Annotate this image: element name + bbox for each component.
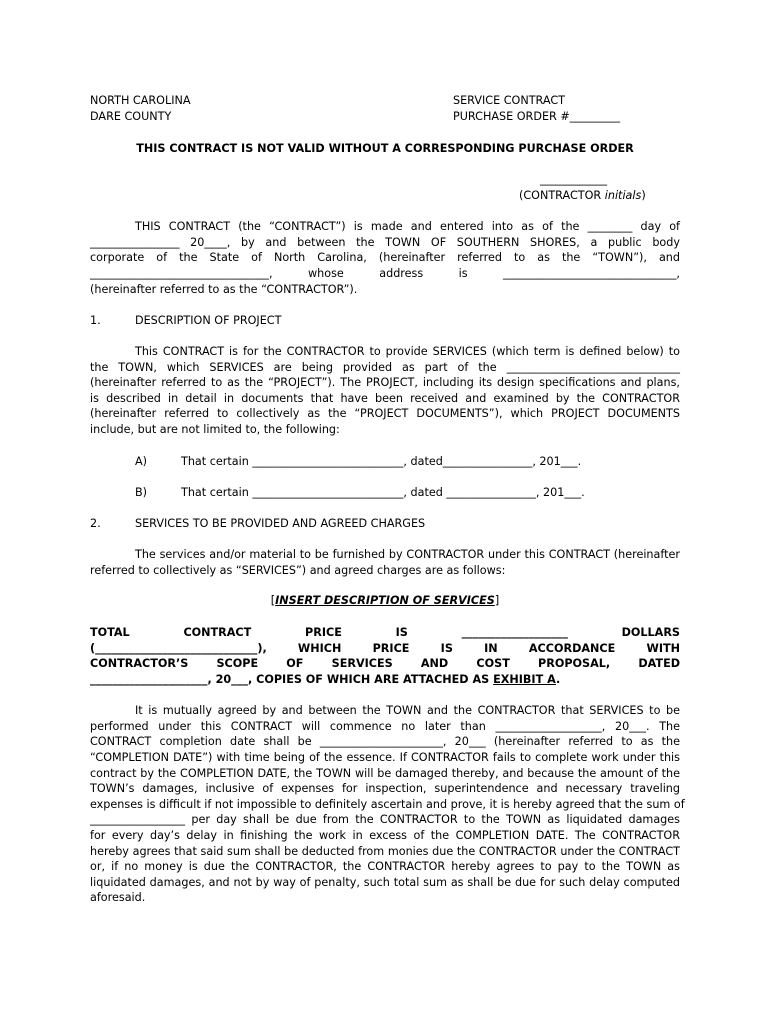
damages-line: or, if no money is due the CONTRACTOR, the CONTRACTOR hereby agrees to pay to the TOWN as <box>90 860 680 873</box>
validity-notice: THIS CONTRACT IS NOT VALID WITHOUT A CORRESPONDING PURCHASE ORDER <box>136 142 634 155</box>
initials-label <box>519 188 646 204</box>
insert-services-placeholder <box>90 593 680 609</box>
damages-line: contract by the COMPLETION DATE, the TOWN will be damaged thereby, and because the amount of the <box>90 767 680 780</box>
section-2-line: The services and/or material to be furnished by CONTRACTOR under this CONTRACT (hereinafter <box>135 548 680 561</box>
initials-label-italic: initials <box>604 189 642 202</box>
section-1-number: 1. <box>90 314 101 327</box>
damages-line: hereby agrees that said sum shall be deducted from monies due the CONTRACTOR under the CONTRACT <box>90 845 680 858</box>
damages-line: _________________ per day shall be due from the CONTRACTOR to the TOWN as liquidated damages <box>90 813 680 826</box>
damages-line: for every day’s delay in finishing the work in excess of the COMPLETION DATE. The CONTRACTOR <box>90 829 680 842</box>
document-item-letter: A) <box>135 455 148 468</box>
section-1-line: is described in detail in documents that have been received and examined by the CONTRACTOR <box>90 392 680 405</box>
intro-line: THIS CONTRACT (the “CONTRACT”) is made and entered into as of the ________ day of <box>135 220 680 233</box>
section-1-line: include, but are not limited to, the following: <box>90 423 340 436</box>
section-1-line: (hereinafter referred to as the “PROJECT”). The PROJECT, including its design specifications and plans, <box>90 376 680 389</box>
damages-line: It is mutually agreed by and between the TOWN and the CONTRACTOR that SERVICES to be <box>135 704 680 717</box>
damages-line: expenses is difficult if not impossible to definitely ascertain and prove, it is hereby agreed that the sum of <box>90 798 685 811</box>
price-last-prefix: _____________________, 20___, COPIES OF WHICH ARE ATTACHED AS <box>90 673 494 686</box>
section-1-line: This CONTRACT is for the CONTRACTOR to provide SERVICES (which term is defined below) to <box>135 345 680 358</box>
header-state: NORTH CAROLINA <box>90 94 191 107</box>
section-1-line: (hereinafter referred to collectively as the “PROJECT DOCUMENTS”), which PROJECT DOCUMENTS <box>90 407 680 420</box>
damages-line: liquidated damages, and not by way of penalty, such total sum as shall be due for such delay computed <box>90 876 680 889</box>
initials-label-suffix: ) <box>641 189 646 202</box>
initials-label-prefix: (CONTRACTOR <box>519 189 605 202</box>
insert-close-bracket: ] <box>494 594 500 607</box>
damages-line: aforesaid. <box>90 891 146 904</box>
price-last-suffix: . <box>555 673 561 686</box>
damages-line: “COMPLETION DATE”) with time being of the essence. If CONTRACTOR fails to complete work under this <box>90 751 680 764</box>
header-contract-type: SERVICE CONTRACT <box>453 94 565 107</box>
damages-line: CONTRACT completion date shall be ______________________, 20___ (hereinafter referred to as the <box>90 735 680 748</box>
insert-services-text: INSERT DESCRIPTION OF SERVICES <box>275 594 495 607</box>
section-2-number: 2. <box>90 517 101 530</box>
header-purchase-order: PURCHASE ORDER #_________ <box>453 110 621 123</box>
contract-price-line: CONTRACTOR’S SCOPE OF SERVICES AND COST PROPOSAL, DATED <box>90 657 680 670</box>
insert-open-bracket: [ <box>270 594 276 607</box>
contract-price-line: TOTAL CONTRACT PRICE IS ___________________ DOLLARS <box>90 626 680 639</box>
intro-line: corporate of the State of North Carolina, (hereinafter referred to as the “TOWN”), and <box>90 251 680 264</box>
section-2-title: SERVICES TO BE PROVIDED AND AGREED CHARGES <box>135 517 426 530</box>
intro-line: ________________ 20____, by and between the TOWN OF SOUTHERN SHORES, a public body <box>90 236 680 249</box>
damages-line: TOWN’s damages, inclusive of expenses for inspection, superintendence and necessary traveling <box>90 782 680 795</box>
damages-line: performed under this CONTRACT will commence no later than ___________________, 20___. The <box>90 720 680 733</box>
document-item-letter: B) <box>135 486 148 499</box>
contract-price-last-line <box>90 672 560 688</box>
section-2-line: referred to collectively as “SERVICES”) and agreed charges are as follows: <box>90 564 506 577</box>
intro-line: ________________________________, whose address is _______________________________, <box>90 267 680 280</box>
section-1-line: the TOWN, which SERVICES are being provided as part of the _______________________________ <box>90 361 680 374</box>
contract-price-line: (_____________________________), WHICH PRICE IS IN ACCORDANCE WITH <box>90 642 680 655</box>
initials-line: ____________ <box>540 173 608 186</box>
section-1-title: DESCRIPTION OF PROJECT <box>135 314 282 327</box>
document-item-text: That certain ___________________________, dated ________________, 201___. <box>181 486 585 499</box>
exhibit-a-reference: EXHIBIT A <box>493 673 556 686</box>
document-item-text: That certain ___________________________, dated________________, 201___. <box>181 455 582 468</box>
header-county: DARE COUNTY <box>90 110 172 123</box>
intro-line: (hereinafter referred to as the “CONTRACTOR”). <box>90 283 358 296</box>
